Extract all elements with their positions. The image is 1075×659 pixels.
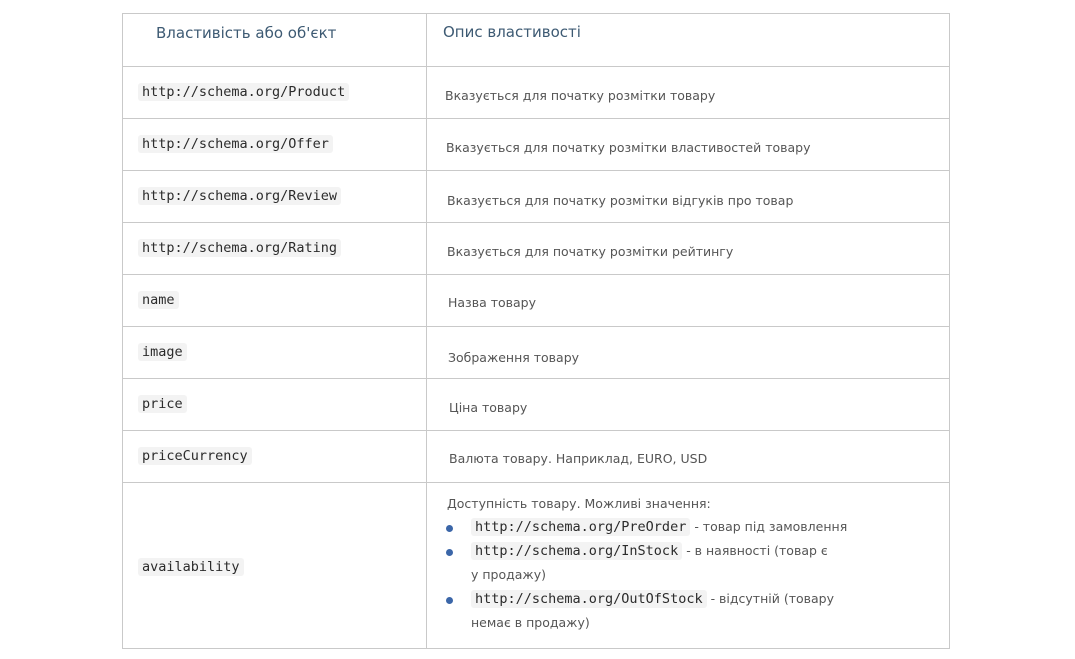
table-row <box>123 170 949 222</box>
property-code: http://schema.org/Rating <box>138 239 341 257</box>
bullet-icon <box>446 597 453 604</box>
table-row <box>123 430 949 482</box>
property-code: http://schema.org/Product <box>138 83 349 101</box>
list-item <box>447 539 831 587</box>
property-code: image <box>138 343 187 361</box>
table-row <box>123 482 949 648</box>
property-description: Ціна товару <box>449 400 528 415</box>
table-row <box>123 222 949 274</box>
property-code: http://schema.org/Review <box>138 187 341 205</box>
property-description: Зображення товару <box>448 350 580 365</box>
list-item <box>447 515 867 539</box>
bullet-icon <box>446 549 453 556</box>
property-code: priceCurrency <box>138 447 252 465</box>
value-text: - в наявності (товар є у продажу) <box>471 543 828 582</box>
value-text: - товар під замовлення <box>694 519 848 534</box>
property-description: Вказується для початку розмітки відгуків про товар <box>447 193 794 208</box>
availability-intro: Доступність товару. Можливі значення: <box>447 496 711 511</box>
property-code: price <box>138 395 187 413</box>
table-row <box>123 378 949 430</box>
bullet-icon <box>446 525 453 532</box>
table-header-row <box>123 14 949 66</box>
availability-values <box>447 496 867 635</box>
table-row <box>123 274 949 326</box>
property-description: Вказується для початку розмітки товару <box>445 88 716 103</box>
property-description: Назва товару <box>448 295 536 310</box>
value-code: http://schema.org/OutOfStock <box>471 590 707 608</box>
property-code: availability <box>138 558 244 576</box>
table-row <box>123 118 949 170</box>
header-property: Властивість або об'єкт <box>156 24 337 42</box>
property-code: http://schema.org/Offer <box>138 135 333 153</box>
list-item <box>447 587 871 635</box>
property-description: Валюта товару. Наприклад, EURO, USD <box>449 451 708 466</box>
property-description: Вказується для початку розмітки рейтингу <box>447 244 734 259</box>
value-text: - відсутній (товару немає в продажу) <box>471 591 834 630</box>
property-description: Вказується для початку розмітки властивостей товару <box>446 140 811 155</box>
schema-properties-table <box>122 13 950 649</box>
value-code: http://schema.org/PreOrder <box>471 518 690 536</box>
table-row <box>123 326 949 378</box>
property-code: name <box>138 291 179 309</box>
value-code: http://schema.org/InStock <box>471 542 682 560</box>
table-row <box>123 66 949 118</box>
header-description: Опис властивості <box>443 23 581 41</box>
